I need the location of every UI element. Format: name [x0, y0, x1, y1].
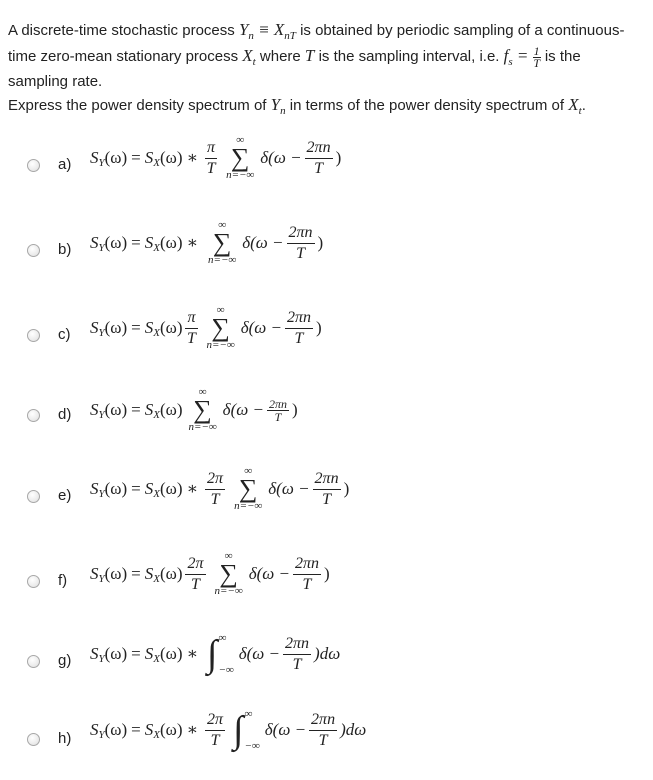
math-frac-1-over-T: $\frac{1}{T}$ [533, 44, 540, 70]
answer-option-d[interactable] [0, 378, 653, 458]
q-text-segment: Express the power density spectrum of [8, 97, 267, 114]
radio-button-h[interactable] [27, 733, 40, 746]
radio-button-a[interactable] [27, 159, 40, 172]
formula-c: SY (ω) = SX (ω) $\frac{\pi}{T}$ ∞ ∑ n=−∞ δ(ω − $\frac{2\pi n}{T}$ ) [90, 304, 322, 351]
radio-button-e[interactable] [27, 490, 40, 503]
answer-option-e[interactable] [0, 458, 653, 538]
math-fs: $f_s$ [503, 46, 513, 68]
formula-e: SY (ω) = SX (ω) ∗ $\frac{2\pi}{T}$ ∞ ∑ n=−∞ δ(ω − $\frac{2\pi n}{T}$ ) [90, 465, 350, 512]
q-text-segment: is the sampling rate. [8, 48, 581, 90]
answer-option-c[interactable] [0, 295, 653, 375]
q-text-segment: where [259, 48, 301, 65]
question-paragraph-1 [8, 20, 638, 92]
math-Yn: $Y_n$ [270, 95, 286, 117]
option-label: h) [58, 730, 72, 747]
option-label: g) [58, 652, 72, 669]
option-label: b) [58, 241, 72, 258]
radio-button-f[interactable] [27, 575, 40, 588]
q-text-period: . [581, 97, 586, 114]
answer-option-a[interactable] [0, 125, 653, 205]
formula-b: SY (ω) = SX (ω) ∗ ∞ ∑ n=−∞ δ(ω − $\frac{2\pi n}{T}$ ) [90, 219, 324, 266]
option-label: e) [58, 487, 72, 504]
q-text-segment: is obtained by periodic sampling of a continuous-time zero-mean stationary process [8, 22, 625, 65]
math-Xt: $X_t$ [568, 95, 582, 117]
math-Xt: $X_t$ [242, 46, 256, 68]
option-label: a) [58, 156, 72, 173]
radio-button-b[interactable] [27, 244, 40, 257]
answer-option-h[interactable] [0, 700, 653, 780]
formula-g: SY (ω) = SX (ω) ∗ ∫ ∞ −∞ δ(ω − $\frac{2\pi n}{T}$ )dω [90, 632, 341, 676]
formula-d: SY (ω) = SX (ω) ∞ ∑ n=−∞ δ(ω − $\frac{2\pi n}{T}$ ) [90, 386, 298, 433]
option-label: f) [58, 572, 68, 589]
formula-f: SY (ω) = SX (ω) $\frac{2\pi}{T}$ ∞ ∑ n=−∞ δ(ω − $\frac{2\pi n}{T}$ ) [90, 550, 330, 597]
question-paragraph-2 [8, 95, 638, 121]
q-text-segment: A discrete-time stochastic process [8, 22, 235, 39]
radio-button-g[interactable] [27, 655, 40, 668]
answer-option-f[interactable] [0, 543, 653, 623]
math-Y: $Y_n$ [238, 20, 254, 42]
answer-option-b[interactable] [0, 210, 653, 290]
q-text-segment: in terms of the power density spectrum of [289, 97, 565, 114]
formula-h: SY (ω) = SX (ω) ∗ $\frac{2\pi}{T}$ ∫ ∞ −∞ δ(ω − $\frac{2\pi n}{T}$ )dω [90, 708, 367, 752]
radio-button-c[interactable] [27, 329, 40, 342]
math-XnT: $X_{nT}$ [273, 20, 296, 42]
option-label: d) [58, 406, 72, 423]
formula-a: SY (ω) = SX (ω) ∗ $\frac{\pi}{T}$ ∞ ∑ n=−∞ δ(ω − $\frac{2\pi n}{T}$ ) [90, 134, 342, 181]
q-text-segment: is the sampling interval, i.e. [318, 48, 500, 65]
option-label: c) [58, 326, 71, 343]
math-eq: = [512, 46, 533, 65]
math-equiv: ≡ [253, 20, 274, 39]
radio-button-d[interactable] [27, 409, 40, 422]
answer-option-g[interactable] [0, 624, 653, 704]
math-T: T [304, 46, 315, 65]
